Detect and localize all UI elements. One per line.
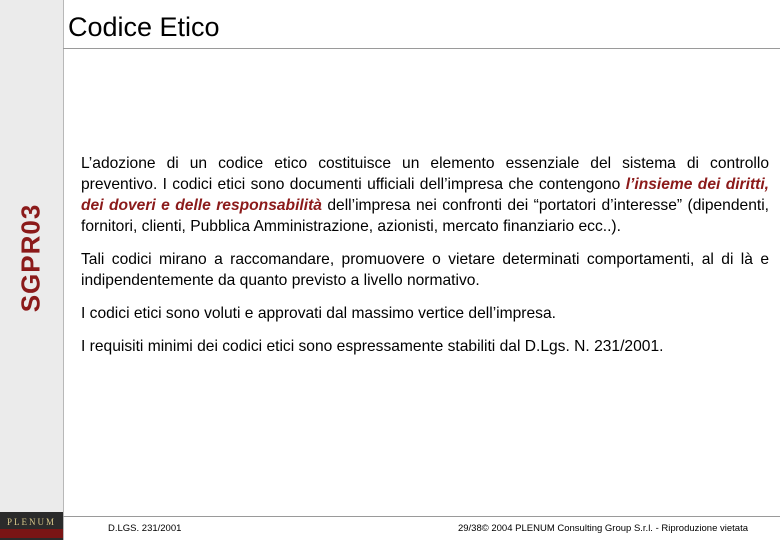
- plenum-logo: [0, 512, 63, 540]
- paragraph-4: I requisiti minimi dei codici etici sono espressamente stabiliti dal D.Lgs. N. 231/2001.: [81, 338, 664, 355]
- document-code: SGPR03: [15, 203, 46, 313]
- paragraph-1-text-end: dell’impresa nei confronti dei “portatori d’interesse” (dipendenti, fornitori, clienti, Pubblica Amministrazione, azionisti, mercato finanziario ecc..).: [81, 197, 769, 235]
- paragraph-1-text-start: L’adozione di un codice etico costituisce un elemento essenziale del sistema di controllo preventivo. I codici etici sono documenti ufficiali dell’impresa che contengono: [81, 155, 769, 193]
- footer-divider: [63, 516, 780, 517]
- footer-law-reference: D.LGS. 231/2001: [108, 523, 182, 534]
- logo-band: [0, 529, 63, 538]
- logo-text: PLENUM: [6, 517, 56, 527]
- paragraph-3: I codici etici sono voluti e approvati dal massimo vertice dell’impresa.: [81, 305, 556, 322]
- main-content: [81, 153, 769, 369]
- paragraph-2: Tali codici mirano a raccomandare, promuovere o vietare determinati comportamenti, al di là e indipendentemente da quanto previsto a livello normativo.: [81, 251, 769, 289]
- title-divider: [63, 48, 780, 49]
- paragraph-1-emphasis: l’insieme dei diritti, dei doveri e delle responsabilità: [81, 176, 769, 214]
- paragraph-1: [81, 153, 769, 237]
- page-title: Codice Etico: [68, 12, 220, 42]
- sidebar: [0, 0, 64, 540]
- footer-copyright: 29/38© 2004 PLENUM Consulting Group S.r.l. - Riproduzione vietata: [457, 523, 748, 534]
